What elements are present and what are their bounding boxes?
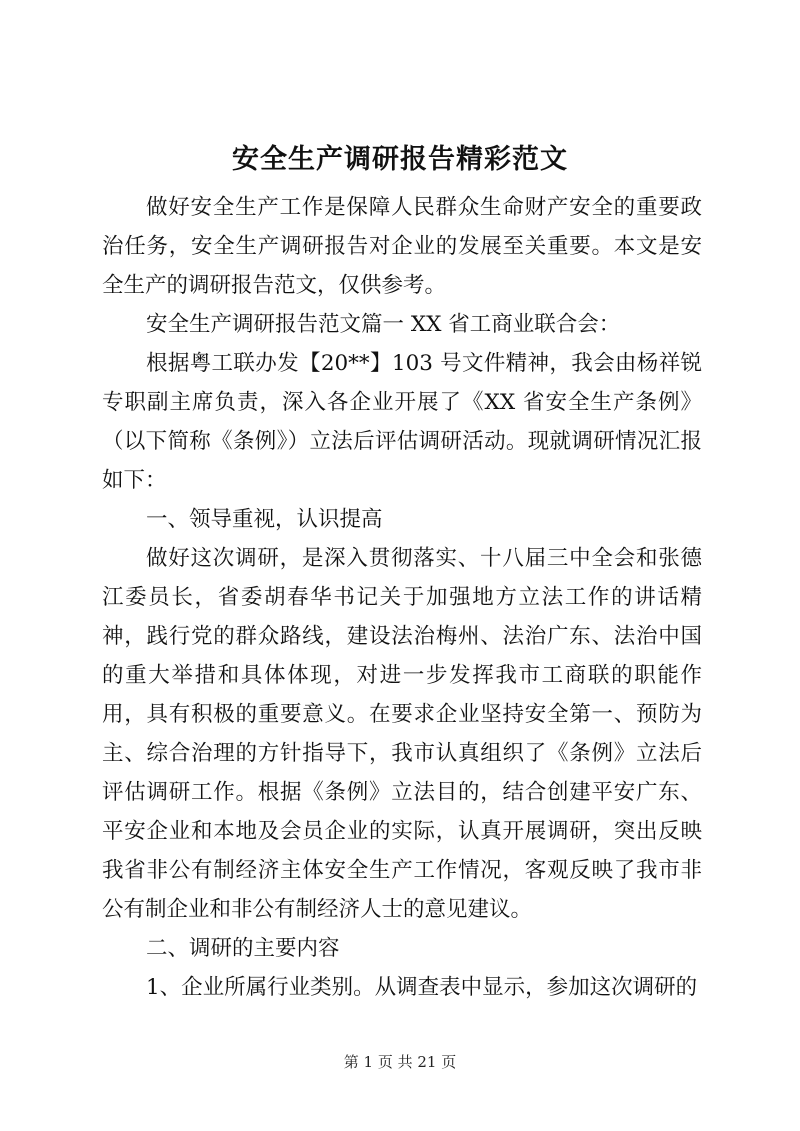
section-one-paragraph: 做好这次调研，是深入贯彻落实、十八届三中全会和张德江委员长，省委胡春华书记关于加强地方立法工作的讲话精神，践行党的群众路线，建设法治梅州、法治广东、法治中国的重大举措和具体体现，对进一步发挥我市工商联的职能作用，具有积极的重要意义。在要求企业坚持安全第一、预防为主、综合治理的方针指导下，我市认真组织了《条例》立法后评估调研工作。根据《条例》立法目的，结合创建平安广东、平安企业和本地及会员企业的实际，认真开展调研，突出反映我省非公有制经济主体安全生产工作情况，客观反映了我市非公有制企业和非公有制经济人士的意见建议。: [102, 546, 702, 922]
intro-paragraph: 做好安全生产工作是保障人民群众生命财产安全的重要政治任务，安全生产调研报告对企业的发展至关重要。本文是安全生产的调研报告范文，仅供参考。: [102, 195, 702, 298]
section-two-heading: 二、调研的主要内容: [146, 936, 340, 961]
document-body: [102, 188, 702, 1007]
basis-paragraph: 根据粤工联办发【20**】103 号文件精神，我会由杨祥锐专职副主席负责，深入各企业开展了《XX 省安全生产条例》（以下简称《条例》）立法后评估调研活动。现就调研情况汇报如下：: [102, 351, 702, 493]
section-one-heading: 一、领导重视，认识提高: [146, 507, 383, 532]
document-title: 安全生产调研报告精彩范文: [232, 144, 568, 175]
section-two-item-one: 1、企业所属行业类别。从调查表中显示，参加这次调研的: [146, 975, 698, 1000]
section-heading-paragraph: 安全生产调研报告范文篇一 XX 省工商业联合会：: [146, 312, 621, 337]
page-footer: 第 1 页 共 21 页: [343, 1053, 457, 1071]
